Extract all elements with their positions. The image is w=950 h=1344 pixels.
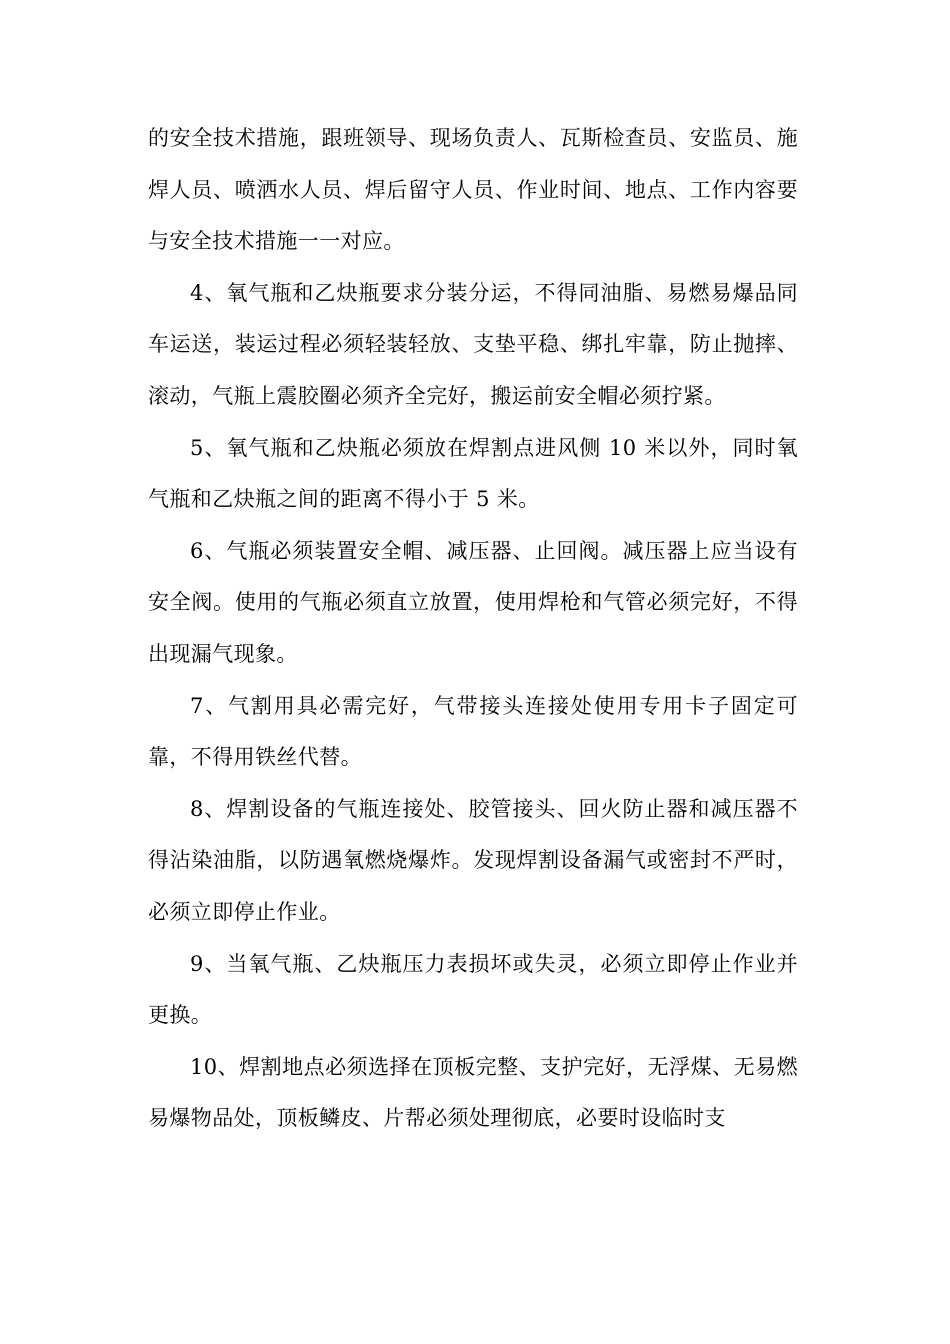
paragraph-item-8: 8、焊割设备的气瓶连接处、胶管接头、回火防止器和减压器不得沾染油脂，以防遇氧燃烧爆炸。发现焊割设备漏气或密封不严时，必须立即停止作业。 [148, 796, 798, 924]
paragraph-item-5: 5、氧气瓶和乙炔瓶必须放在焊割点进风侧 10 米以外，同时氧气瓶和乙炔瓶之间的距离不得小于 5 米。 [148, 435, 798, 512]
paragraph-item-9: 9、当氧气瓶、乙炔瓶压力表损坏或失灵，必须立即停止作业并更换。 [148, 951, 798, 1028]
document-body [148, 113, 798, 1145]
paragraph-item-6: 6、气瓶必须装置安全帽、减压器、止回阀。减压器上应当设有安全阀。使用的气瓶必须直立放置，使用焊枪和气管必须完好，不得出现漏气现象。 [148, 538, 798, 666]
paragraph-item-7: 7、气割用具必需完好，气带接头连接处使用专用卡子固定可靠，不得用铁丝代替。 [148, 693, 798, 770]
paragraph-item-10: 10、焊割地点必须选择在顶板完整、支护完好，无浮煤、无易燃易爆物品处，顶板鳞皮、片帮必须处理彻底，必要时设临时支 [148, 1054, 798, 1131]
paragraph-continuation: 的安全技术措施，跟班领导、现场负责人、瓦斯检查员、安监员、施焊人员、喷洒水人员、焊后留守人员、作业时间、地点、工作内容要与安全技术措施一一对应。 [148, 126, 798, 254]
paragraph-item-4: 4、氧气瓶和乙炔瓶要求分装分运，不得同油脂、易燃易爆品同车运送，装运过程必须轻装轻放、支垫平稳、绑扎牢靠，防止抛摔、滚动，气瓶上震胶圈必须齐全完好，搬运前安全帽必须拧紧。 [148, 280, 798, 408]
